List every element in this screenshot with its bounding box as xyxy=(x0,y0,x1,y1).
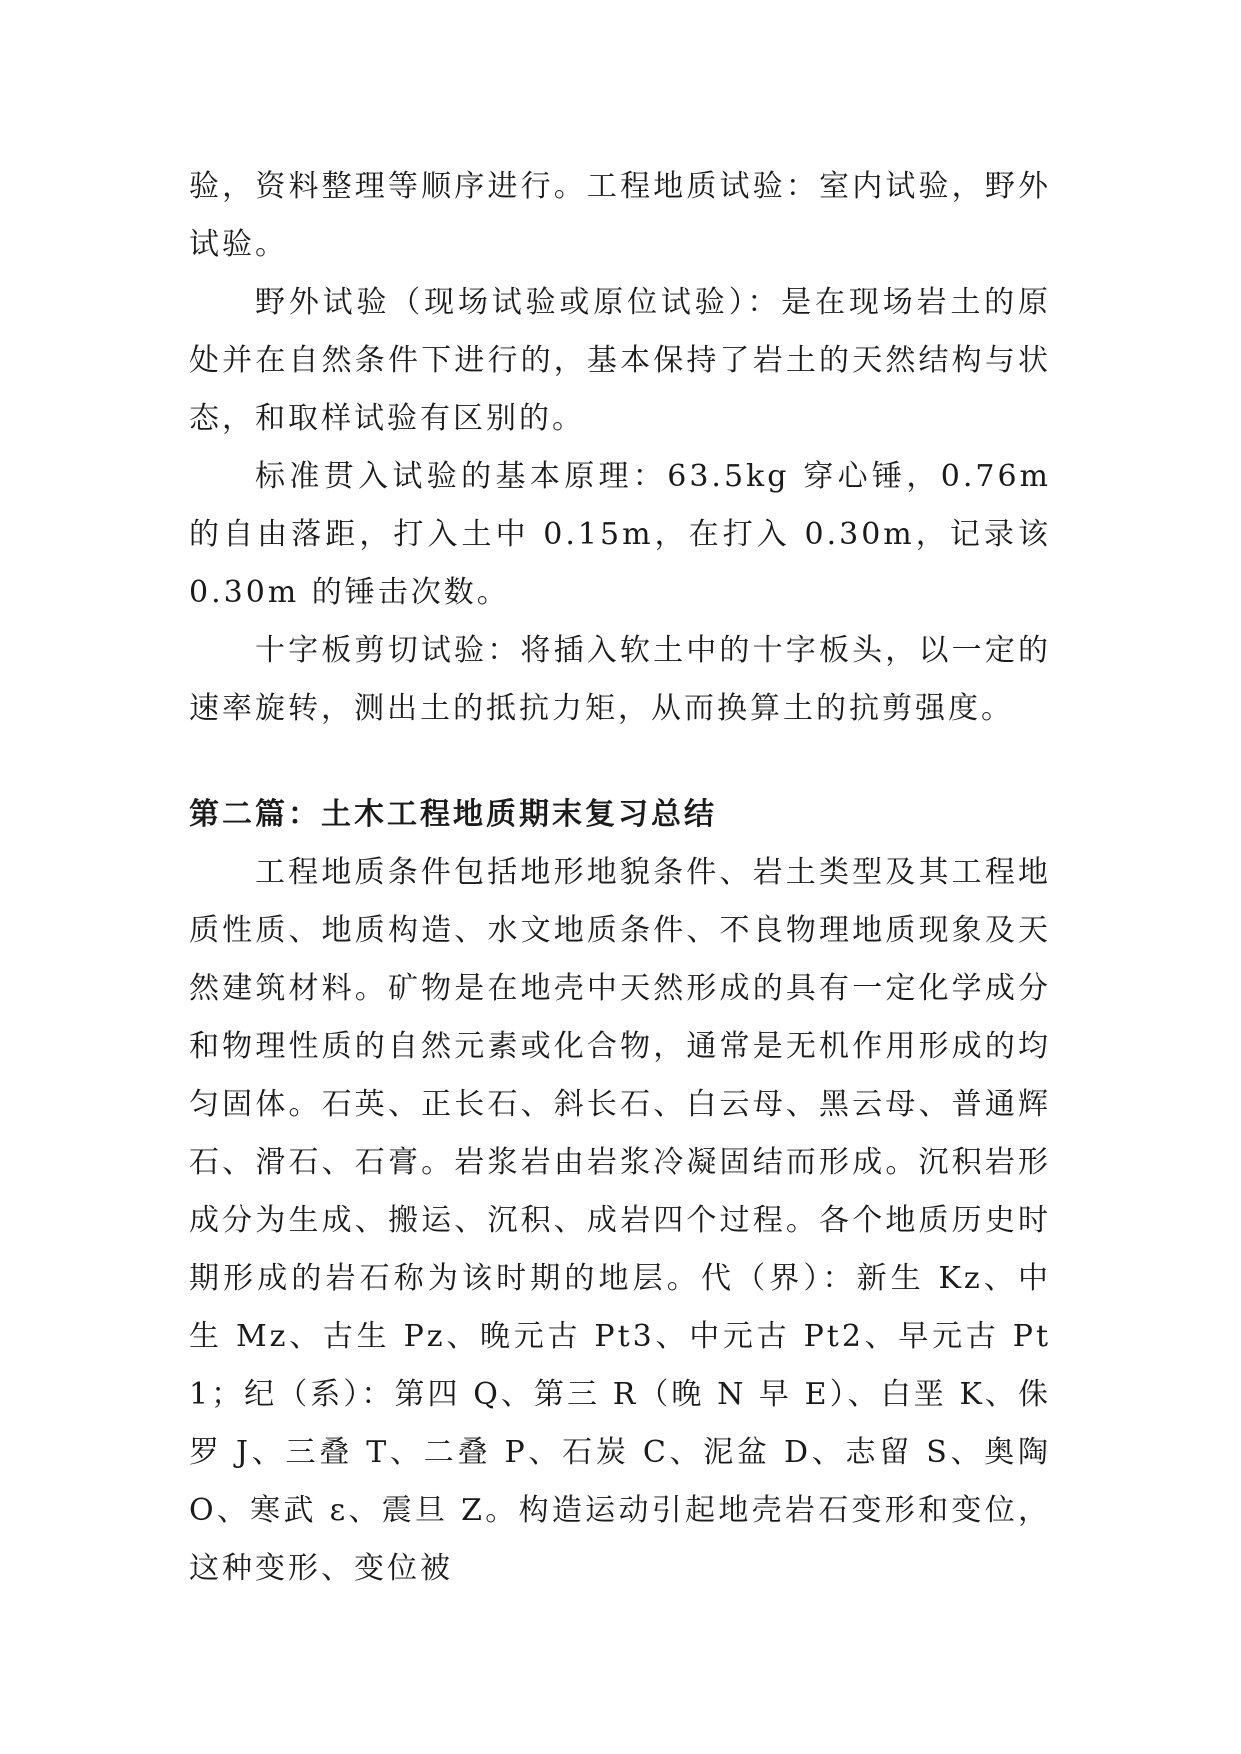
paragraph-field-test: 野外试验（现场试验或原位试验）：是在现场岩土的原处并在自然条件下进行的，基本保持了岩土的天然结构与状态，和取样试验有区别的。 xyxy=(189,285,1051,436)
paragraph-vane-shear: 十字板剪切试验：将插入软土中的十字板头，以一定的速率旋转，测出土的抵抗力矩，从而换算土的抗剪强度。 xyxy=(189,633,1051,726)
document-page xyxy=(189,158,1051,1598)
paragraph-test-sequence: 验，资料整理等顺序进行。工程地质试验：室内试验，野外试验。 xyxy=(189,169,1051,262)
section-heading: 第二篇：土木工程地质期末复习总结 xyxy=(189,797,717,832)
paragraph-standard-penetration: 标准贯入试验的基本原理：63.5kg 穿心锤，0.76m 的自由落距，打入土中 0.15m，在打入 0.30m，记录该 0.30m 的锤击次数。 xyxy=(189,459,1051,610)
paragraph-geology-summary: 工程地质条件包括地形地貌条件、岩土类型及其工程地质性质、地质构造、水文地质条件、不良物理地质现象及天然建筑材料。矿物是在地壳中天然形成的具有一定化学成分和物理性质的自然元素或化合物，通常是无机作用形成的均匀固体。石英、正长石、斜长石、白云母、黑云母、普通辉石、滑石、石膏。岩浆岩由岩浆冷凝固结而形成。沉积岩形成分为生成、搬运、沉积、成岩四个过程。各个地质历史时期形成的岩石称为该时期的地层。代（界）：新生 Kz、中生 Mz、古生 Pz、晚元古 Pt3、中元古 Pt2、早元古 Pt1；纪（系）：第四 Q、第三 R（晚 N 早 E）、白垩 K、侏罗 J、三叠 T、二叠 P、石炭 C、泥盆 D、志留 S、奥陶 O、寒武 ε、震旦 Z。构造运动引起地壳岩石变形和变位，这种变形、变位被 xyxy=(189,855,1051,1586)
